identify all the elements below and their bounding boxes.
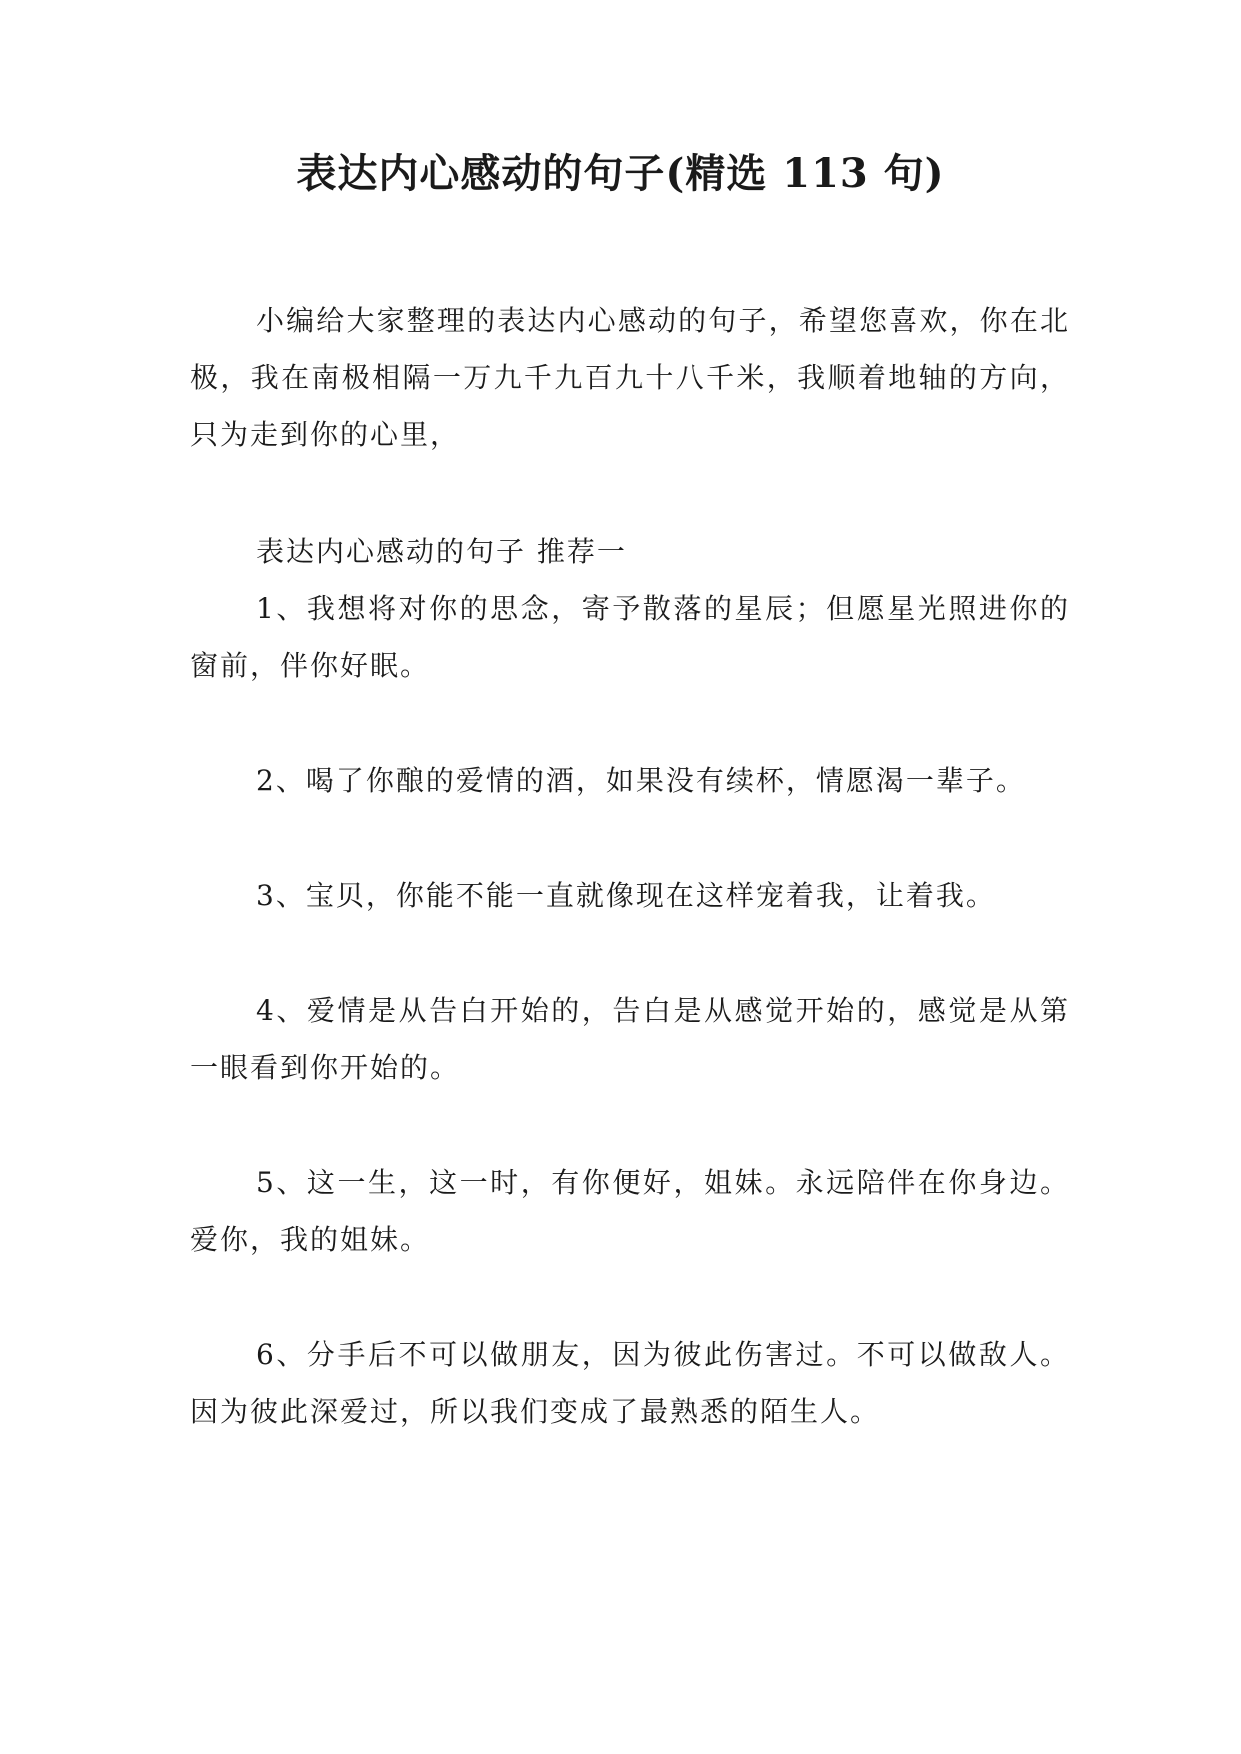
list-item: 3、宝贝，你能不能一直就像现在这样宠着我，让着我。 [256,879,996,912]
document-title: 表达内心感动的句子(精选 113 句) [296,150,945,197]
list-item: 4、爱情是从告白开始的，告白是从感觉开始的，感觉是从第一眼看到你开始的。 [190,994,1070,1084]
document-body [190,292,1070,1440]
list-item: 6、分手后不可以做朋友，因为彼此伤害过。不可以做敌人。因为彼此深爱过，所以我们变成了最熟悉的陌生人。 [190,1338,1070,1428]
list-item: 5、这一生，这一时，有你便好，姐妹。永远陪伴在你身边。爱你，我的姐妹。 [190,1166,1070,1256]
list-item: 2、喝了你酿的爱情的酒，如果没有续杯，情愿渴一辈子。 [256,764,1026,797]
section-heading: 表达内心感动的句子 推荐一 [256,535,627,568]
list-item: 1、我想将对你的思念，寄予散落的星辰；但愿星光照进你的窗前，伴你好眠。 [190,592,1070,682]
intro-paragraph: 小编给大家整理的表达内心感动的句子，希望您喜欢，你在北极，我在南极相隔一万九千九百九十八千米，我顺着地轴的方向，只为走到你的心里， [190,304,1070,451]
